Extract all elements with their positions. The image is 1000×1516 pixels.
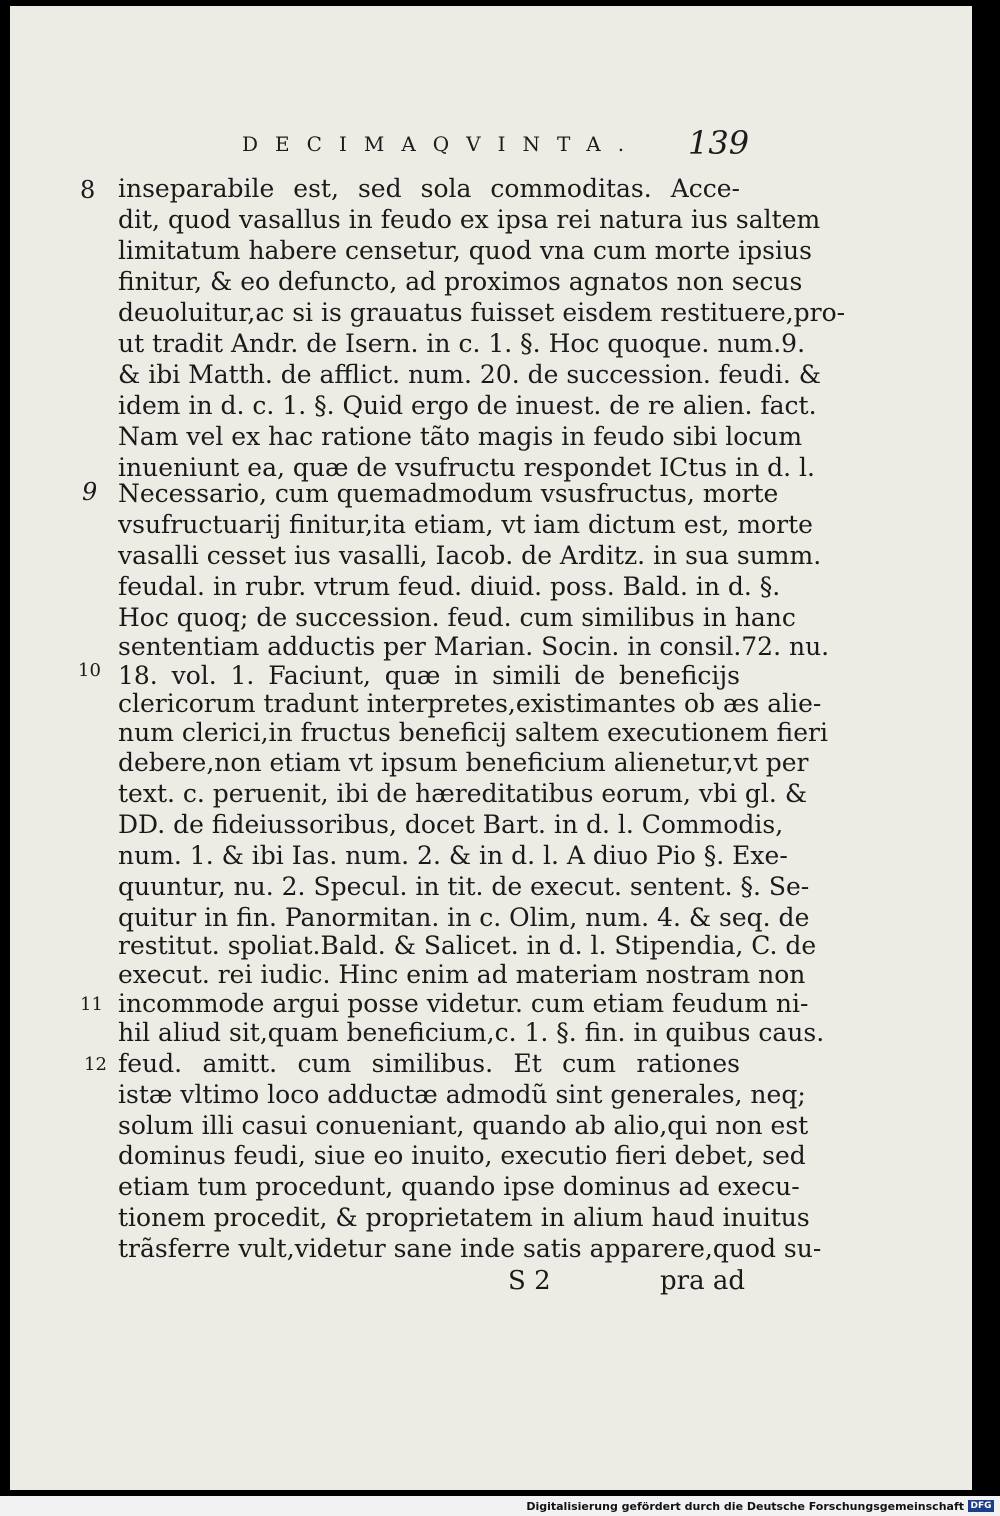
page-number: 139	[688, 124, 750, 162]
text-line: feudal. in rubr. vtrum feud. diuid. poss. Bald. in d. §.	[118, 572, 781, 601]
text-line: quitur in fin. Panormitan. in c. Olim, num. 4. & seq. de	[118, 903, 810, 932]
text-line: vasalli cesset ius vasalli, Iacob. de Arditz. in sua summ.	[118, 541, 822, 570]
text-line: Nam vel ex hac ratione tãto magis in feudo sibi locum	[118, 422, 803, 451]
margin-number: 10	[78, 660, 101, 681]
text-line: etiam tum procedunt, quando ipse dominus ad execu-	[118, 1172, 800, 1201]
text-line: quuntur, nu. 2. Specul. in tit. de execut. sentent. §. Se-	[118, 872, 810, 901]
margin-number: 11	[80, 994, 103, 1015]
text-line: istæ vltimo loco adductæ admodũ sint generales, neq;	[118, 1080, 806, 1109]
text-line: inseparabile est, sed sola commoditas. Acce-	[118, 174, 740, 203]
text-line: vsufructuarij finitur,ita etiam, vt iam dictum est, morte	[118, 510, 813, 539]
margin-number: 12	[84, 1054, 107, 1075]
signature-mark: S 2	[508, 1266, 551, 1296]
running-title: DECIMAQVINTA.	[242, 132, 642, 156]
text-line: Hoc quoq; de succession. feud. cum similibus in hanc	[118, 603, 796, 632]
catchword: pra ad	[660, 1266, 745, 1296]
text-line: Necessario, cum quemadmodum vsusfructus, morte	[118, 479, 779, 508]
text-line: limitatum habere censetur, quod vna cum morte ipsius	[118, 236, 812, 265]
text-line: finitur, & eo defuncto, ad proximos agnatos non secus	[118, 267, 803, 296]
text-line: execut. rei iudic. Hinc enim ad materiam nostram non	[118, 960, 806, 989]
text-line: inueniunt ea, quæ de vsufructu respondet ICtus in d. l.	[118, 453, 815, 482]
text-line: trãsferre vult,videtur sane inde satis apparere,quod su-	[118, 1234, 822, 1263]
text-line: tionem procedit, & proprietatem in alium haud inuitus	[118, 1203, 810, 1232]
margin-number: 8	[80, 176, 96, 204]
text-line: text. c. peruenit, ibi de hæreditatibus eorum, vbi gl. &	[118, 779, 808, 808]
digitization-credit: Digitalisierung gefördert durch die Deutsche Forschungsgemeinschaft	[526, 1500, 964, 1513]
text-line: 18. vol. 1. Faciunt, quæ in simili de beneficijs	[118, 661, 740, 690]
text-line: solum illi casui conueniant, quando ab alio,qui non est	[118, 1111, 809, 1140]
margin-number: 9	[82, 478, 98, 506]
text-line: feud. amitt. cum similibus. Et cum rationes	[118, 1049, 740, 1078]
text-line: debere,non etiam vt ipsum beneficium alienetur,vt per	[118, 748, 809, 777]
text-line: restitut. spoliat.Bald. & Salicet. in d. l. Stipendia, C. de	[118, 931, 817, 960]
text-line: num. 1. & ibi Ias. num. 2. & in d. l. A diuo Pio §. Exe-	[118, 841, 788, 870]
text-line: & ibi Matth. de afflict. num. 20. de succession. feudi. &	[118, 360, 822, 389]
text-line: hil aliud sit,quam beneficium,c. 1. §. fin. in quibus caus.	[118, 1018, 825, 1047]
text-line: DD. de fideiussoribus, docet Bart. in d. l. Commodis,	[118, 810, 784, 839]
dfg-logo: DFG	[968, 1500, 994, 1512]
text-line: dominus feudi, siue eo inuito, executio fieri debet, sed	[118, 1141, 806, 1170]
text-line: deuoluitur,ac si is grauatus fuisset eisdem restituere,pro-	[118, 298, 846, 327]
text-line: dit, quod vasallus in feudo ex ipsa rei natura ius saltem	[118, 205, 821, 234]
text-line: idem in d. c. 1. §. Quid ergo de inuest. de re alien. fact.	[118, 391, 817, 420]
text-line: sententiam adductis per Marian. Socin. in consil.72. nu.	[118, 632, 830, 661]
text-line: incommode argui posse videtur. cum etiam feudum ni-	[118, 989, 809, 1018]
text-line: ut tradit Andr. de Isern. in c. 1. §. Hoc quoque. num.9.	[118, 329, 806, 358]
text-line: clericorum tradunt interpretes,existimantes ob æs alie-	[118, 689, 822, 718]
text-line: num clerici,in fructus beneficij saltem executionem fieri	[118, 718, 828, 747]
